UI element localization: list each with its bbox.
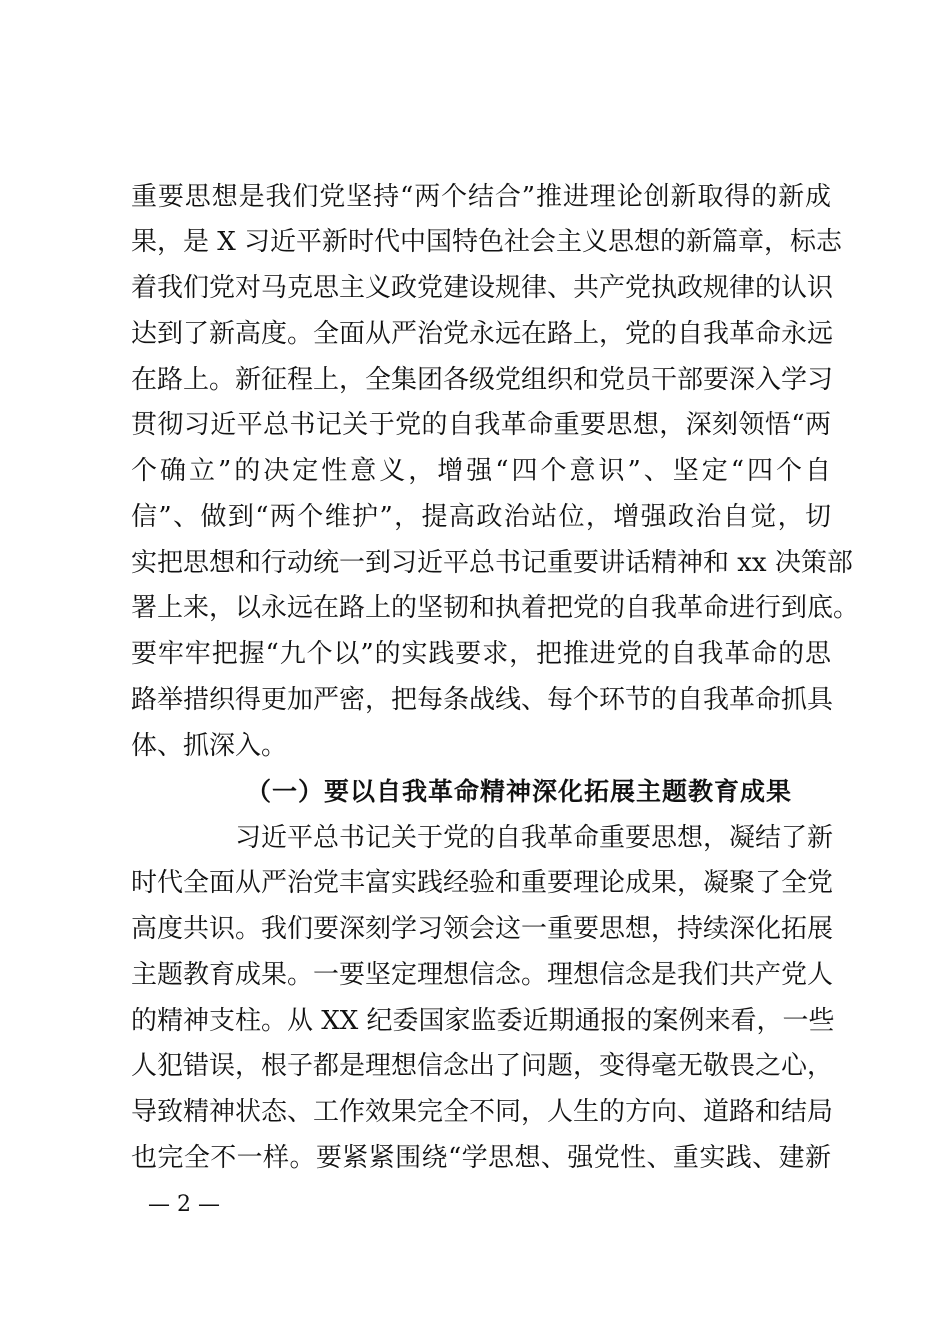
text-line: 个确立”的决定性意义，增强“四个意识”、坚定“四个自	[131, 456, 831, 486]
text-line: 也完全不一样。要紧紧围绕“学思想、强党性、重实践、建新	[131, 1143, 831, 1173]
text-line: 主题教育成果。一要坚定理想信念。理想信念是我们共产党人	[131, 960, 834, 990]
text-line: 高度共识。我们要深刻学习领会这一重要思想，持续深化拓展	[131, 914, 834, 944]
text-line: 人犯错误，根子都是理想信念出了问题，变得毫无敬畏之心，	[131, 1051, 834, 1081]
text-line: 时代全面从严治党丰富实践经验和重要理论成果，凝聚了全党	[131, 868, 834, 898]
text-line: 贯彻习近平总书记关于党的自我革命重要思想，深刻领悟“两	[131, 410, 831, 440]
text-line: 路举措织得更加严密，把每条战线、每个环节的自我革命抓具	[131, 685, 834, 715]
text-line: 在路上。新征程上，全集团各级党组织和党员干部要深入学习	[131, 365, 834, 395]
text-line: 达到了新高度。全面从严治党永远在路上，党的自我革命永远	[131, 319, 834, 349]
page-number: — 2 —	[148, 1192, 220, 1217]
text-line: 导致精神状态、工作效果完全不同，人生的方向、道路和结局	[131, 1097, 834, 1127]
text-line: 要牢牢把握“九个以”的实践要求，把推进党的自我革命的思	[131, 639, 831, 669]
section-heading: （一）要以自我革命精神深化拓展主题教育成果	[246, 777, 793, 806]
text-line: 习近平总书记关于党的自我革命重要思想，凝结了新	[235, 823, 834, 853]
text-line: 实把思想和行动统一到习近平总书记重要讲话精神和 xx 决策部	[131, 548, 853, 578]
text-line: 重要思想是我们党坚持“两个结合”推进理论创新取得的新成	[131, 182, 831, 212]
text-line: 署上来，以永远在路上的坚韧和执着把党的自我革命进行到底。	[131, 593, 860, 623]
text-line: 信”、做到“两个维护”，提高政治站位，增强政治自觉，切	[131, 502, 831, 532]
text-line: 体、抓深入。	[131, 731, 288, 761]
text-line: 果，是 X 习近平新时代中国特色社会主义思想的新篇章，标志	[131, 227, 843, 257]
text-line: 着我们党对马克思主义政党建设规律、共产党执政规律的认识	[131, 273, 834, 303]
text-line: 的精神支柱。从 XX 纪委国家监委近期通报的案例来看，一些	[131, 1006, 835, 1036]
